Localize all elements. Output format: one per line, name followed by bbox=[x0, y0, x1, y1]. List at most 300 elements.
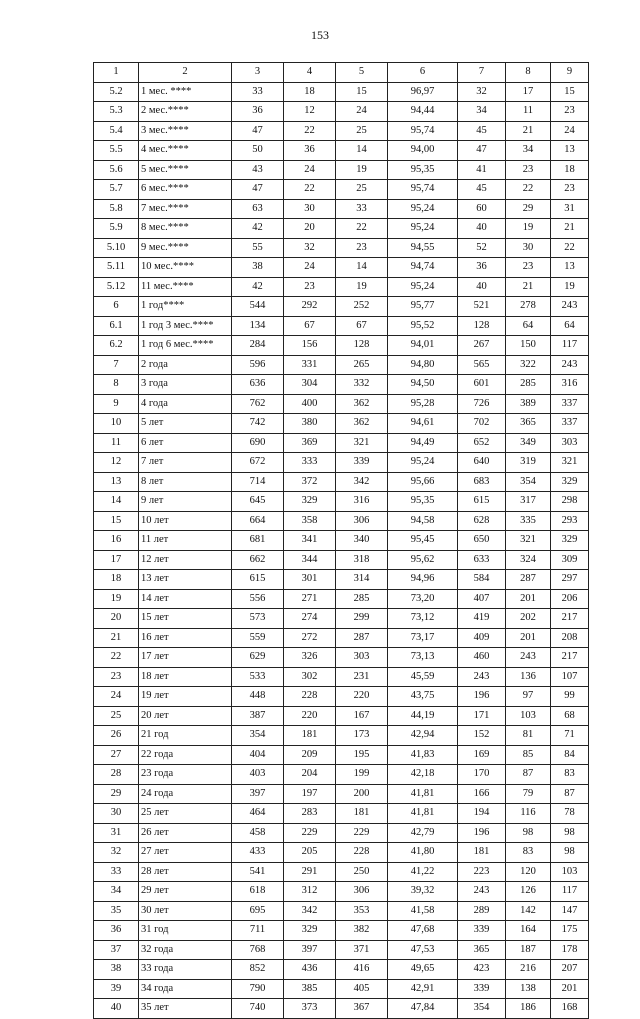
table-cell: 314 bbox=[336, 570, 388, 590]
table-cell: 41 bbox=[458, 160, 506, 180]
table-cell: 43 bbox=[232, 160, 284, 180]
table-cell: 79 bbox=[506, 784, 551, 804]
table-cell: 416 bbox=[336, 960, 388, 980]
table-cell: 55 bbox=[232, 238, 284, 258]
table-cell: 45 bbox=[458, 180, 506, 200]
table-cell: 10 мес.**** bbox=[139, 258, 232, 278]
table-cell: 73,17 bbox=[388, 628, 458, 648]
table-body bbox=[94, 82, 589, 1018]
table-cell: 228 bbox=[284, 687, 336, 707]
table-cell: 117 bbox=[551, 336, 589, 356]
table-cell: 94,01 bbox=[388, 336, 458, 356]
table-cell: 319 bbox=[506, 453, 551, 473]
table-cell: 362 bbox=[336, 414, 388, 434]
table-cell: 201 bbox=[506, 589, 551, 609]
table-cell: 559 bbox=[232, 628, 284, 648]
table-cell: 45,59 bbox=[388, 667, 458, 687]
table-cell: 299 bbox=[336, 609, 388, 629]
table-cell: 28 лет bbox=[139, 862, 232, 882]
table-cell: 768 bbox=[232, 940, 284, 960]
table-cell: 32 bbox=[458, 82, 506, 102]
table-cell: 5.12 bbox=[94, 277, 139, 297]
table-cell: 220 bbox=[284, 706, 336, 726]
table-cell: 128 bbox=[336, 336, 388, 356]
table-cell: 460 bbox=[458, 648, 506, 668]
table-cell: 22 bbox=[94, 648, 139, 668]
table-cell: 423 bbox=[458, 960, 506, 980]
table-cell: 17 лет bbox=[139, 648, 232, 668]
table-cell: 332 bbox=[336, 375, 388, 395]
table-cell: 22 bbox=[336, 219, 388, 239]
table-row bbox=[94, 667, 589, 687]
table-cell: 337 bbox=[551, 414, 589, 434]
table-cell: 1 год**** bbox=[139, 297, 232, 317]
table-cell: 27 лет bbox=[139, 843, 232, 863]
table-cell: 181 bbox=[458, 843, 506, 863]
table-cell: 95,35 bbox=[388, 492, 458, 512]
table-cell: 354 bbox=[458, 999, 506, 1019]
table-cell: 652 bbox=[458, 433, 506, 453]
table-cell: 95,74 bbox=[388, 121, 458, 141]
table-cell: 94,44 bbox=[388, 102, 458, 122]
table-cell: 5.9 bbox=[94, 219, 139, 239]
table-row bbox=[94, 433, 589, 453]
header-cell: 9 bbox=[551, 63, 589, 83]
table-row bbox=[94, 180, 589, 200]
table-cell: 29 лет bbox=[139, 882, 232, 902]
table-cell: 116 bbox=[506, 804, 551, 824]
table-cell: 10 лет bbox=[139, 511, 232, 531]
table-cell: 95,24 bbox=[388, 277, 458, 297]
table-cell: 22 bbox=[506, 180, 551, 200]
table-cell: 73,20 bbox=[388, 589, 458, 609]
table-cell: 170 bbox=[458, 765, 506, 785]
table-cell: 21 bbox=[94, 628, 139, 648]
table-cell: 45 bbox=[458, 121, 506, 141]
table-row bbox=[94, 901, 589, 921]
table-cell: 73,12 bbox=[388, 609, 458, 629]
table-cell: 49,65 bbox=[388, 960, 458, 980]
table-cell: 84 bbox=[551, 745, 589, 765]
table-cell: 243 bbox=[458, 882, 506, 902]
table-cell: 329 bbox=[551, 472, 589, 492]
table-cell: 40 bbox=[94, 999, 139, 1019]
table-cell: 19 bbox=[506, 219, 551, 239]
table-cell: 229 bbox=[336, 823, 388, 843]
table-cell: 11 bbox=[506, 102, 551, 122]
table-cell: 220 bbox=[336, 687, 388, 707]
table-cell: 138 bbox=[506, 979, 551, 999]
table-cell: 47,53 bbox=[388, 940, 458, 960]
table-cell: 29 bbox=[506, 199, 551, 219]
table-cell: 173 bbox=[336, 726, 388, 746]
table-cell: 702 bbox=[458, 414, 506, 434]
table-cell: 34 bbox=[506, 141, 551, 161]
table-cell: 565 bbox=[458, 355, 506, 375]
table-cell: 9 bbox=[94, 394, 139, 414]
table-cell: 403 bbox=[232, 765, 284, 785]
table-cell: 85 bbox=[506, 745, 551, 765]
table-cell: 67 bbox=[284, 316, 336, 336]
table-cell: 407 bbox=[458, 589, 506, 609]
table-cell: 98 bbox=[551, 823, 589, 843]
data-table bbox=[93, 62, 589, 1019]
table-cell: 17 bbox=[506, 82, 551, 102]
table-cell: 285 bbox=[506, 375, 551, 395]
table-cell: 50 bbox=[232, 141, 284, 161]
table-cell: 1 год 3 мес.**** bbox=[139, 316, 232, 336]
table-cell: 287 bbox=[506, 570, 551, 590]
table-cell: 42 bbox=[232, 277, 284, 297]
table-cell: 95,62 bbox=[388, 550, 458, 570]
table-cell: 380 bbox=[284, 414, 336, 434]
table-row bbox=[94, 375, 589, 395]
table-cell: 5.6 bbox=[94, 160, 139, 180]
table-cell: 67 bbox=[336, 316, 388, 336]
table-cell: 790 bbox=[232, 979, 284, 999]
table-cell: 94,96 bbox=[388, 570, 458, 590]
table-row bbox=[94, 726, 589, 746]
table-cell: 4 года bbox=[139, 394, 232, 414]
table-cell: 42 bbox=[232, 219, 284, 239]
table-cell: 596 bbox=[232, 355, 284, 375]
table-cell: 852 bbox=[232, 960, 284, 980]
table-cell: 8 мес.**** bbox=[139, 219, 232, 239]
table-cell: 20 bbox=[284, 219, 336, 239]
table-row bbox=[94, 570, 589, 590]
table-cell: 94,00 bbox=[388, 141, 458, 161]
table-cell: 250 bbox=[336, 862, 388, 882]
table-cell: 6 лет bbox=[139, 433, 232, 453]
table-cell: 29 bbox=[94, 784, 139, 804]
table-cell: 690 bbox=[232, 433, 284, 453]
table-cell: 265 bbox=[336, 355, 388, 375]
table-cell: 284 bbox=[232, 336, 284, 356]
table-cell: 34 года bbox=[139, 979, 232, 999]
table-cell: 342 bbox=[284, 901, 336, 921]
table-cell: 178 bbox=[551, 940, 589, 960]
table-cell: 63 bbox=[232, 199, 284, 219]
header-cell: 6 bbox=[388, 63, 458, 83]
table-cell: 762 bbox=[232, 394, 284, 414]
table-cell: 204 bbox=[284, 765, 336, 785]
table-cell: 298 bbox=[551, 492, 589, 512]
table-row bbox=[94, 297, 589, 317]
table-cell: 103 bbox=[506, 706, 551, 726]
table-cell: 23 bbox=[336, 238, 388, 258]
table-cell: 33 bbox=[94, 862, 139, 882]
table-cell: 164 bbox=[506, 921, 551, 941]
table-cell: 30 bbox=[506, 238, 551, 258]
table-cell: 301 bbox=[284, 570, 336, 590]
table-cell: 14 bbox=[336, 258, 388, 278]
table-cell: 16 bbox=[94, 531, 139, 551]
table-cell: 22 bbox=[551, 238, 589, 258]
table-cell: 30 bbox=[94, 804, 139, 824]
table-cell: 201 bbox=[551, 979, 589, 999]
header-cell: 1 bbox=[94, 63, 139, 83]
table-cell: 36 bbox=[232, 102, 284, 122]
table-cell: 521 bbox=[458, 297, 506, 317]
table-row bbox=[94, 102, 589, 122]
table-row bbox=[94, 940, 589, 960]
table-row bbox=[94, 843, 589, 863]
table-cell: 321 bbox=[506, 531, 551, 551]
table-cell: 26 лет bbox=[139, 823, 232, 843]
table-cell: 419 bbox=[458, 609, 506, 629]
table-cell: 312 bbox=[284, 882, 336, 902]
table-cell: 533 bbox=[232, 667, 284, 687]
table-cell: 41,81 bbox=[388, 784, 458, 804]
table-cell: 333 bbox=[284, 453, 336, 473]
table-cell: 337 bbox=[551, 394, 589, 414]
table-cell: 9 мес.**** bbox=[139, 238, 232, 258]
table-cell: 217 bbox=[551, 648, 589, 668]
table-cell: 14 bbox=[94, 492, 139, 512]
table-cell: 175 bbox=[551, 921, 589, 941]
table-cell: 289 bbox=[458, 901, 506, 921]
table-cell: 42,91 bbox=[388, 979, 458, 999]
table-cell: 95,74 bbox=[388, 180, 458, 200]
table-cell: 95,24 bbox=[388, 199, 458, 219]
table-row bbox=[94, 199, 589, 219]
table-cell: 303 bbox=[336, 648, 388, 668]
table-row bbox=[94, 784, 589, 804]
table-cell: 683 bbox=[458, 472, 506, 492]
table-row bbox=[94, 862, 589, 882]
table-cell: 13 bbox=[94, 472, 139, 492]
table-cell: 32 bbox=[284, 238, 336, 258]
table-row bbox=[94, 258, 589, 278]
table-cell: 42,94 bbox=[388, 726, 458, 746]
table-cell: 120 bbox=[506, 862, 551, 882]
table-cell: 36 bbox=[458, 258, 506, 278]
table-cell: 309 bbox=[551, 550, 589, 570]
table-cell: 640 bbox=[458, 453, 506, 473]
table-cell: 22 bbox=[284, 180, 336, 200]
table-cell: 541 bbox=[232, 862, 284, 882]
table-cell: 711 bbox=[232, 921, 284, 941]
table-cell: 387 bbox=[232, 706, 284, 726]
table-cell: 12 лет bbox=[139, 550, 232, 570]
table-cell: 5.4 bbox=[94, 121, 139, 141]
table-cell: 19 bbox=[94, 589, 139, 609]
table-cell: 740 bbox=[232, 999, 284, 1019]
page-number: 153 bbox=[311, 28, 329, 42]
table-cell: 1 год 6 мес.**** bbox=[139, 336, 232, 356]
table-cell: 147 bbox=[551, 901, 589, 921]
table-cell: 15 bbox=[336, 82, 388, 102]
table-cell: 23 bbox=[551, 102, 589, 122]
table-cell: 229 bbox=[284, 823, 336, 843]
table-cell: 24 bbox=[336, 102, 388, 122]
table-cell: 223 bbox=[458, 862, 506, 882]
table-cell: 448 bbox=[232, 687, 284, 707]
table-cell: 326 bbox=[284, 648, 336, 668]
table-cell: 278 bbox=[506, 297, 551, 317]
table-cell: 34 bbox=[458, 102, 506, 122]
table-cell: 316 bbox=[551, 375, 589, 395]
table-cell: 339 bbox=[458, 979, 506, 999]
table-cell: 369 bbox=[284, 433, 336, 453]
table-cell: 24 bbox=[284, 160, 336, 180]
table-cell: 35 bbox=[94, 901, 139, 921]
table-cell: 16 лет bbox=[139, 628, 232, 648]
header-cell: 8 bbox=[506, 63, 551, 83]
table-cell: 21 год bbox=[139, 726, 232, 746]
table-cell: 335 bbox=[506, 511, 551, 531]
table-cell: 47 bbox=[232, 180, 284, 200]
table-cell: 272 bbox=[284, 628, 336, 648]
table-cell: 303 bbox=[551, 433, 589, 453]
table-cell: 5 мес.**** bbox=[139, 160, 232, 180]
table-cell: 11 мес.**** bbox=[139, 277, 232, 297]
table-cell: 181 bbox=[284, 726, 336, 746]
table-cell: 136 bbox=[506, 667, 551, 687]
table-cell: 21 bbox=[506, 121, 551, 141]
table-row bbox=[94, 882, 589, 902]
table-cell: 33 bbox=[336, 199, 388, 219]
table-cell: 7 bbox=[94, 355, 139, 375]
table-row bbox=[94, 394, 589, 414]
table-cell: 365 bbox=[458, 940, 506, 960]
table-cell: 324 bbox=[506, 550, 551, 570]
table-cell: 615 bbox=[232, 570, 284, 590]
table-cell: 306 bbox=[336, 511, 388, 531]
table-cell: 200 bbox=[336, 784, 388, 804]
table-cell: 209 bbox=[284, 745, 336, 765]
table-cell: 64 bbox=[551, 316, 589, 336]
table-cell: 83 bbox=[551, 765, 589, 785]
table-cell: 742 bbox=[232, 414, 284, 434]
table-cell: 31 год bbox=[139, 921, 232, 941]
table-cell: 3 года bbox=[139, 375, 232, 395]
table-cell: 267 bbox=[458, 336, 506, 356]
table-cell: 78 bbox=[551, 804, 589, 824]
table-cell: 4 мес.**** bbox=[139, 141, 232, 161]
table-cell: 96,97 bbox=[388, 82, 458, 102]
table-cell: 556 bbox=[232, 589, 284, 609]
table-cell: 21 bbox=[551, 219, 589, 239]
table-cell: 2 мес.**** bbox=[139, 102, 232, 122]
table-cell: 99 bbox=[551, 687, 589, 707]
table-cell: 95,66 bbox=[388, 472, 458, 492]
table-cell: 3 мес.**** bbox=[139, 121, 232, 141]
table-cell: 695 bbox=[232, 901, 284, 921]
table-cell: 52 bbox=[458, 238, 506, 258]
table-row bbox=[94, 960, 589, 980]
table-cell: 30 bbox=[284, 199, 336, 219]
table-row bbox=[94, 531, 589, 551]
header-cell: 4 bbox=[284, 63, 336, 83]
table-cell: 19 bbox=[336, 160, 388, 180]
table-cell: 6 мес.**** bbox=[139, 180, 232, 200]
table-cell: 243 bbox=[551, 355, 589, 375]
table-cell: 302 bbox=[284, 667, 336, 687]
table-cell: 20 bbox=[94, 609, 139, 629]
table-cell: 306 bbox=[336, 882, 388, 902]
table-cell: 6.1 bbox=[94, 316, 139, 336]
table-cell: 216 bbox=[506, 960, 551, 980]
table-cell: 41,22 bbox=[388, 862, 458, 882]
table-cell: 71 bbox=[551, 726, 589, 746]
table-cell: 382 bbox=[336, 921, 388, 941]
table-cell: 95,28 bbox=[388, 394, 458, 414]
table-cell: 12 bbox=[94, 453, 139, 473]
table-cell: 228 bbox=[336, 843, 388, 863]
table-cell: 28 bbox=[94, 765, 139, 785]
table-cell: 397 bbox=[284, 940, 336, 960]
table-cell: 297 bbox=[551, 570, 589, 590]
table-cell: 11 лет bbox=[139, 531, 232, 551]
table-cell: 94,74 bbox=[388, 258, 458, 278]
table-cell: 389 bbox=[506, 394, 551, 414]
table-cell: 404 bbox=[232, 745, 284, 765]
table-cell: 41,81 bbox=[388, 804, 458, 824]
table-cell: 41,80 bbox=[388, 843, 458, 863]
table-cell: 331 bbox=[284, 355, 336, 375]
table-cell: 21 bbox=[506, 277, 551, 297]
table-cell: 32 года bbox=[139, 940, 232, 960]
table-cell: 18 bbox=[284, 82, 336, 102]
table-cell: 726 bbox=[458, 394, 506, 414]
table-cell: 36 bbox=[94, 921, 139, 941]
table-row bbox=[94, 628, 589, 648]
table-cell: 5.8 bbox=[94, 199, 139, 219]
table-row bbox=[94, 550, 589, 570]
table-cell: 5.10 bbox=[94, 238, 139, 258]
table-row bbox=[94, 706, 589, 726]
table-cell: 672 bbox=[232, 453, 284, 473]
table-cell: 94,80 bbox=[388, 355, 458, 375]
table-cell: 73,13 bbox=[388, 648, 458, 668]
table-cell: 231 bbox=[336, 667, 388, 687]
table-cell: 94,50 bbox=[388, 375, 458, 395]
table-cell: 544 bbox=[232, 297, 284, 317]
table-cell: 18 bbox=[551, 160, 589, 180]
table-cell: 664 bbox=[232, 511, 284, 531]
table-cell: 94,49 bbox=[388, 433, 458, 453]
table-cell: 354 bbox=[506, 472, 551, 492]
table-cell: 166 bbox=[458, 784, 506, 804]
table-cell: 128 bbox=[458, 316, 506, 336]
table-cell: 436 bbox=[284, 960, 336, 980]
table-cell: 94,58 bbox=[388, 511, 458, 531]
table-cell: 15 лет bbox=[139, 609, 232, 629]
table-row bbox=[94, 765, 589, 785]
table-cell: 8 лет bbox=[139, 472, 232, 492]
table-row bbox=[94, 648, 589, 668]
table-cell: 195 bbox=[336, 745, 388, 765]
header-cell: 7 bbox=[458, 63, 506, 83]
table-cell: 2 года bbox=[139, 355, 232, 375]
table-cell: 615 bbox=[458, 492, 506, 512]
table-row bbox=[94, 823, 589, 843]
table-cell: 344 bbox=[284, 550, 336, 570]
table-cell: 217 bbox=[551, 609, 589, 629]
table-cell: 400 bbox=[284, 394, 336, 414]
table-cell: 464 bbox=[232, 804, 284, 824]
table-cell: 194 bbox=[458, 804, 506, 824]
table-cell: 25 bbox=[336, 180, 388, 200]
table-cell: 167 bbox=[336, 706, 388, 726]
table-cell: 43,75 bbox=[388, 687, 458, 707]
table-cell: 371 bbox=[336, 940, 388, 960]
table-cell: 322 bbox=[506, 355, 551, 375]
table-cell: 353 bbox=[336, 901, 388, 921]
table-cell: 12 bbox=[284, 102, 336, 122]
table-cell: 187 bbox=[506, 940, 551, 960]
